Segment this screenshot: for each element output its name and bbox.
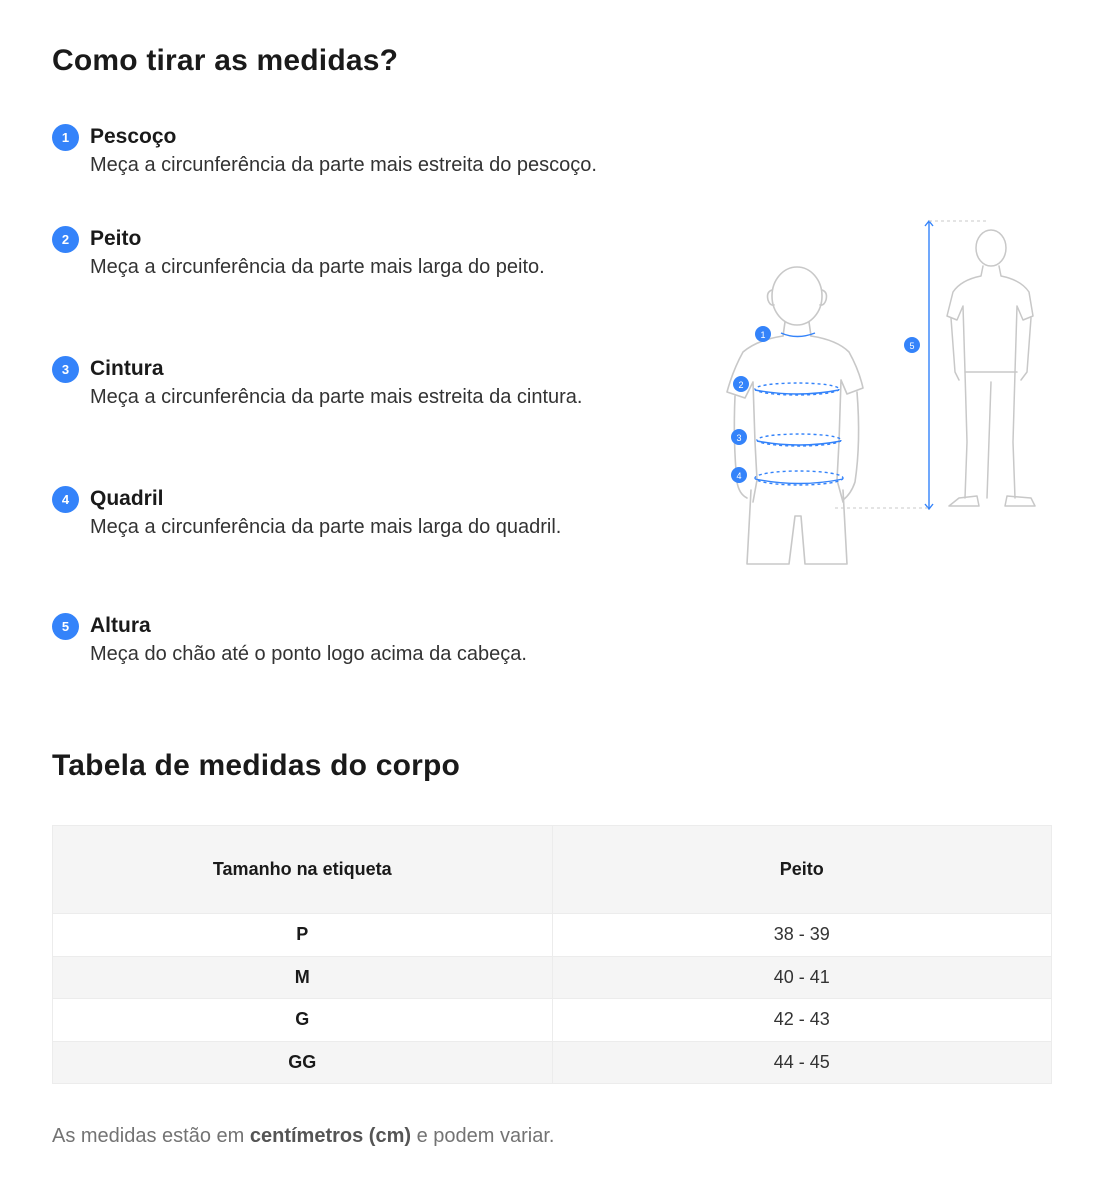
step-waist — [52, 355, 612, 409]
chest-cell: 38 - 39 — [552, 914, 1052, 957]
step-title: Cintura — [90, 357, 164, 380]
step-title: Pescoço — [90, 125, 177, 148]
column-header-size: Tamanho na etiqueta — [53, 826, 553, 914]
step-number-badge: 1 — [52, 124, 79, 151]
step-number-badge: 2 — [52, 226, 79, 253]
marker-waist: 3 — [736, 433, 742, 443]
step-chest — [52, 225, 672, 279]
table-header-row — [53, 826, 1052, 914]
chest-cell: 44 - 45 — [552, 1041, 1052, 1084]
waist-measure-line — [757, 434, 841, 446]
marker-chest: 2 — [738, 380, 744, 390]
step-title: Altura — [90, 614, 151, 637]
step-neck — [52, 123, 672, 177]
standing-figure-head — [976, 230, 1006, 266]
figure-shorts-outline — [747, 490, 847, 564]
step-number-badge: 4 — [52, 486, 79, 513]
chest-cell: 42 - 43 — [552, 999, 1052, 1042]
size-cell: M — [53, 956, 553, 999]
step-number-badge: 5 — [52, 613, 79, 640]
figure-head-outline — [772, 267, 822, 325]
step-description: Meça do chão até o ponto logo acima da cabeça. — [90, 643, 527, 665]
step-height — [52, 612, 672, 666]
marker-hip: 4 — [736, 471, 742, 481]
step-hip — [52, 485, 612, 539]
table-row — [53, 1041, 1052, 1084]
table-row — [53, 914, 1052, 957]
size-cell: GG — [53, 1041, 553, 1084]
chest-measure-line — [755, 383, 839, 395]
step-title: Peito — [90, 227, 142, 250]
size-cell: G — [53, 999, 553, 1042]
units-note-suffix: e podem variar. — [411, 1125, 555, 1147]
size-table-title: Tabela de medidas do corpo — [52, 749, 461, 782]
how-to-title: Como tirar as medidas? — [52, 44, 399, 77]
marker-neck: 1 — [760, 330, 766, 340]
size-cell: P — [53, 914, 553, 957]
figure-markers — [731, 326, 920, 483]
step-description: Meça a circunferência da parte mais estreita do pescoço. — [90, 154, 597, 176]
chest-cell: 40 - 41 — [552, 956, 1052, 999]
table-row — [53, 999, 1052, 1042]
step-description: Meça a circunferência da parte mais larga do peito. — [90, 256, 545, 278]
body-measurement-illustration — [715, 212, 1055, 582]
figure-arm-right — [843, 392, 859, 500]
table-row — [53, 956, 1052, 999]
size-table — [52, 825, 1052, 1084]
step-number-badge: 3 — [52, 356, 79, 383]
step-description: Meça a circunferência da parte mais larga do quadril. — [90, 516, 562, 538]
units-note — [52, 1125, 554, 1148]
units-note-prefix: As medidas estão em — [52, 1125, 250, 1147]
standing-figure-legs — [965, 372, 1017, 498]
step-description: Meça a circunferência da parte mais estreita da cintura. — [90, 386, 583, 408]
figure-neck-outline — [783, 322, 811, 336]
standing-figure-feet — [949, 496, 1035, 506]
units-note-unit: centímetros (cm) — [249, 1125, 412, 1147]
column-header-chest: Peito — [552, 826, 1052, 914]
standing-figure-body — [947, 266, 1033, 498]
step-title: Quadril — [90, 487, 164, 510]
marker-height: 5 — [909, 341, 915, 351]
